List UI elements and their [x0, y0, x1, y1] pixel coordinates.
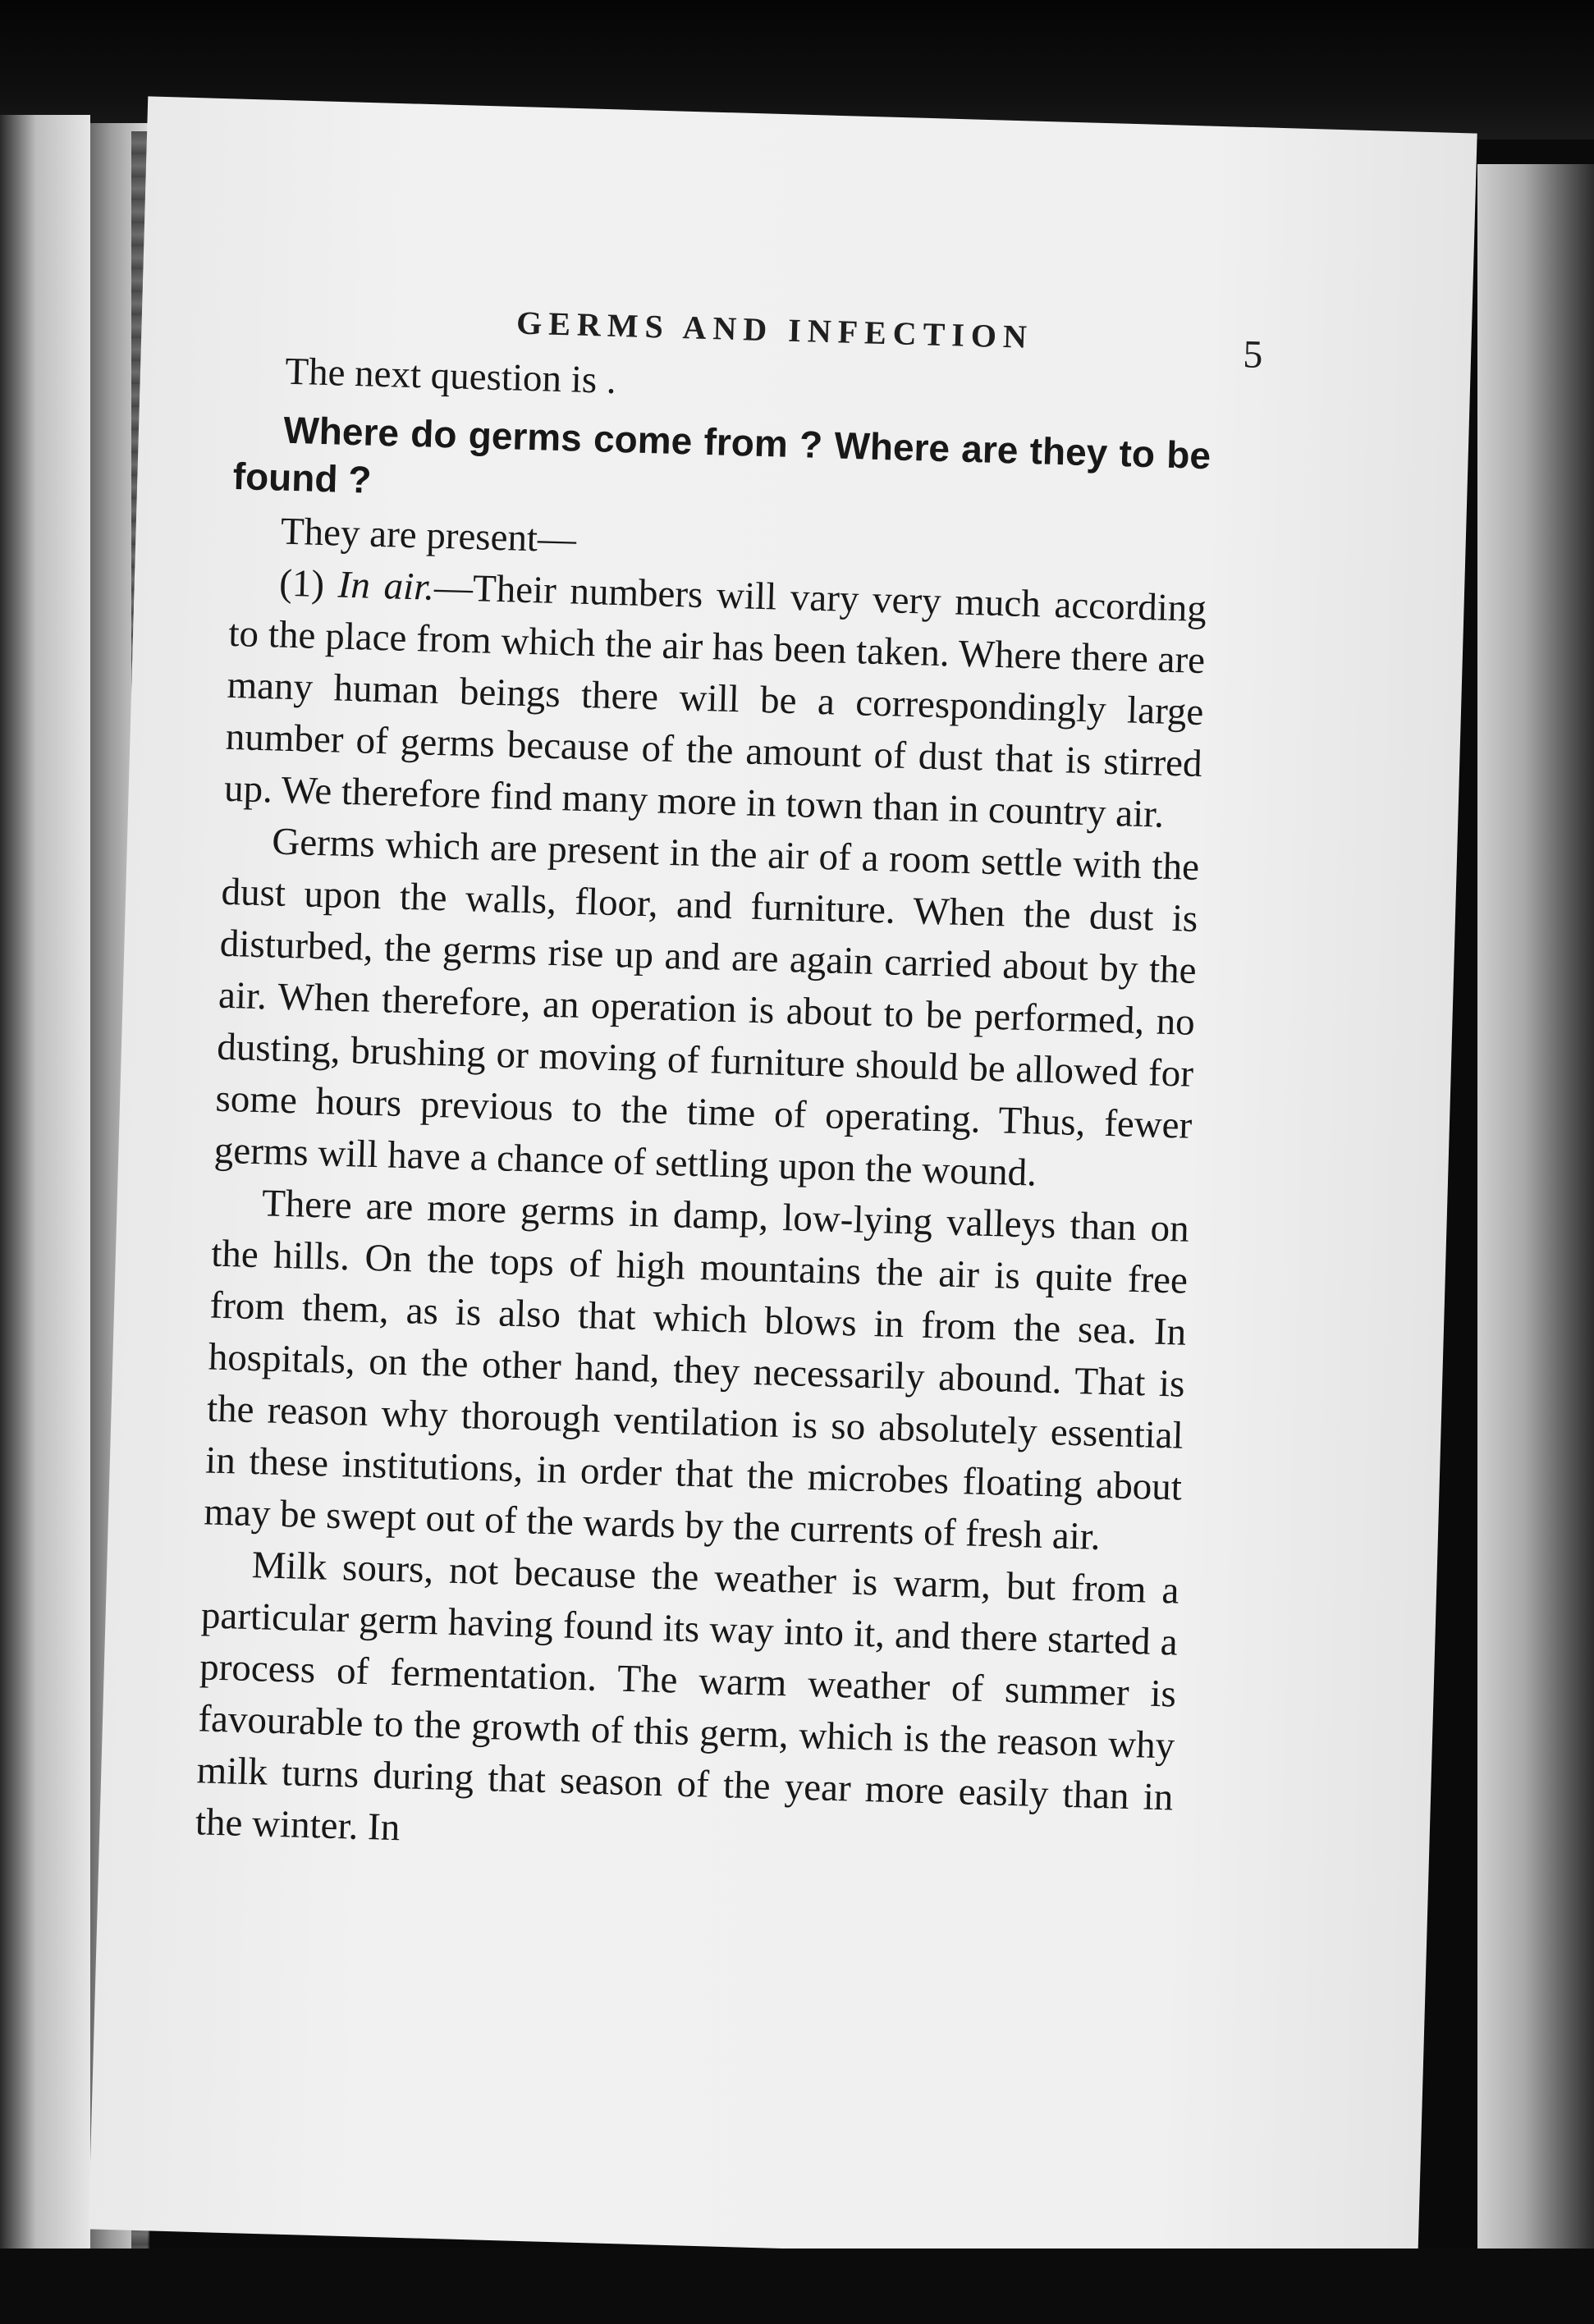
running-head-title: GERMS AND INFECTION — [515, 304, 1034, 356]
item-text: —Their numbers will vary very much according to the place from which the air has been taken. Where there are many human beings there will be a correspondingly large number of germs because of the amount of dust that is stirred up. We therefore find many more in town than in country air. — [223, 565, 1207, 836]
intro-line: The next question is . — [284, 350, 617, 402]
scan-bottom-border — [0, 2249, 1594, 2324]
item-label: In air. — [337, 563, 435, 609]
page-number: 5 — [1242, 332, 1264, 377]
item-number: (1) — [278, 561, 325, 606]
paragraph-in-air — [223, 556, 1207, 842]
scan-left-border — [0, 115, 90, 2249]
paragraph-milk-sours: Milk sours, not because the weather is warm, but from a particular germ having found its way into it, and there started a process of fermentation. The warm weather of summer is favourable to the growth of this germ, which is the reason why milk turns during that season of the year more easily than in the winter. In — [195, 1544, 1180, 1850]
scan-right-border — [1477, 164, 1594, 2298]
section-question-heading: Where do germs come from ? Where are they to be found ? — [232, 408, 1212, 501]
paragraph-room-dust: Germs which are present in the air of a room settle with the dust upon the walls, floor, and furniture. When the dust is disturbed, the germs rise up and are again carried about by the air. When therefore, an operation is about to be performed, no dusting, brushing or moving of furniture should be allowed for some hours previous to the time of operating. Thus, fewer germs will have a chance of settling upon the wound. — [213, 820, 1200, 1195]
paragraph-valleys-hospitals: There are more germs in damp, low-lying valleys than on the hills. On the tops of high mountains the air is quite free from them, as is also that which blows in from the sea. In hospitals, on the other hand, they necessarily abound. That is the reason why thorough ventilation is so absolutely essential in these institutions, in order that the microbes floating about may be swept out of the wards by the currents of fresh air. — [203, 1182, 1190, 1558]
present-line: They are present— — [280, 510, 577, 561]
page-text-block — [195, 295, 1264, 1875]
